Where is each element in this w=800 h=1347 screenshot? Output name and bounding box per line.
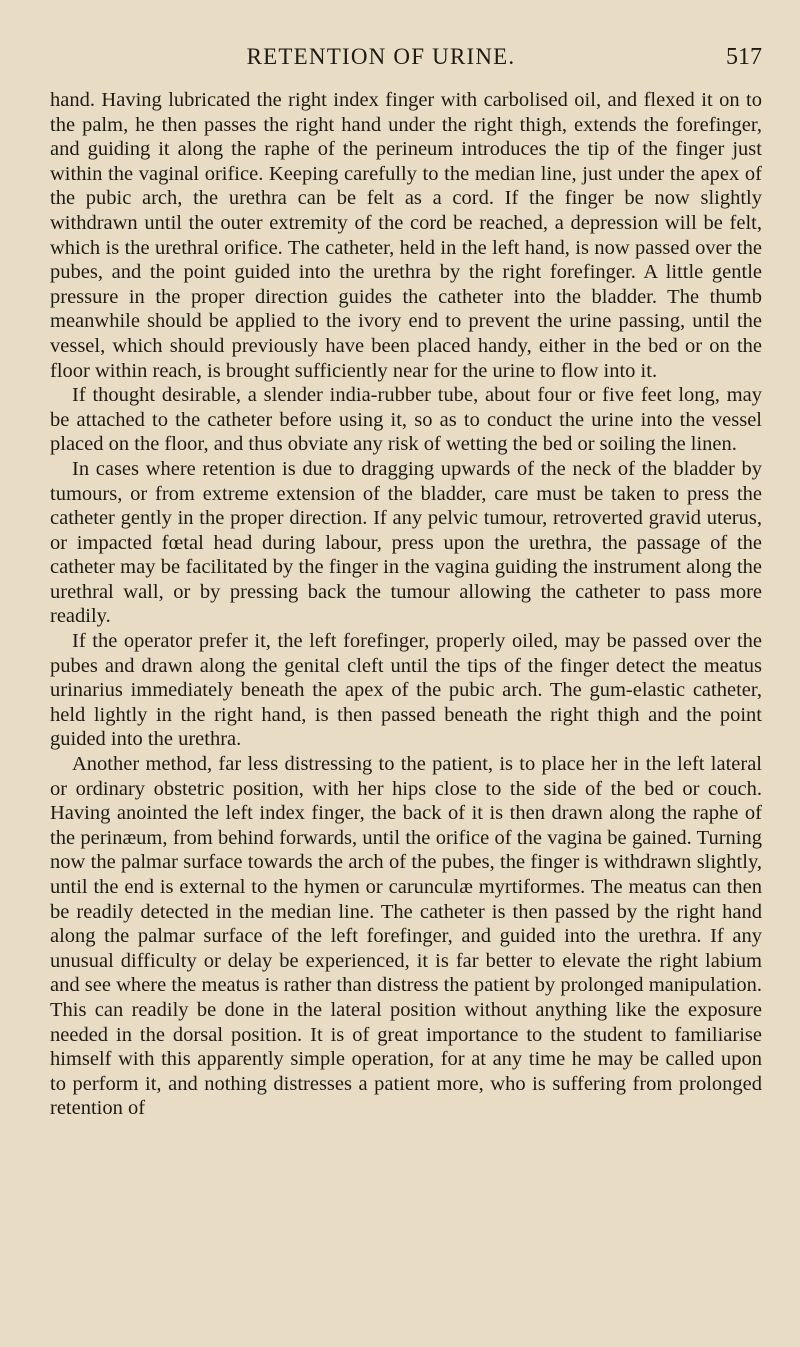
paragraph: If the operator prefer it, the left forefinger, properly oiled, may be passed over the pubes and drawn along the genital cleft until the tips of the finger detect the meatus urinarius immediately beneath the apex of the pubic arch. The gum-elastic catheter, held lightly in the right hand, is then passed beneath the right thigh and the point guided into the urethra. [50,630,762,751]
paragraph-continued: hand. Having lubricated the right index finger with carbolised oil, and flexed it on to the palm, he then passes the right hand under the right thigh, extends the forefinger, and guiding it along the raphe of the perineum introduces the tip of the finger just within the vaginal orifice. Keeping carefully to the median line, just under the apex of the pubic arch, the urethra can be felt as a cord. If the finger be now slightly withdrawn until the outer extremity of the cord be reached, a depression will be felt, which is the urethral orifice. The catheter, held in the left hand, is now passed over the pubes, and the point guided into the urethra by the right forefinger. A little gentle pressure in the proper direction guides the catheter into the bladder. The thumb meanwhile should be applied to the ivory end to prevent the urine passing, until the vessel, which should previously have been placed handy, either in the bed or on the floor within reach, is brought sufficiently near for the urine to flow into it. [50,89,762,382]
running-head [0,44,762,76]
paragraph: Another method, far less distressing to the patient, is to place her in the left lateral or ordinary obstetric position, with her hips close to the side of the bed or couch. Having anointed the left index finger, the back of it is then drawn along the raphe of the perinæum, from behind forwards, until the orifice of the vagina be gained. Turning now the palmar surface towards the arch of the pubes, the finger is withdrawn slightly, until the end is external to the hymen or carunculæ myrtiformes. The meatus can then be readily detected in the median line. The catheter is then passed by the right hand along the palmar surface of the left forefinger, and guided into the urethra. If any unusual difficulty or delay be experienced, it is far better to elevate the right labium and see where the meatus is rather than distress the patient by prolonged manipulation. This can readily be done in the lateral position without anything like the exposure needed in the dorsal position. It is of great importance to the student to familiarise himself with this apparently simple operation, for at any time he may be called upon to perform it, and nothing distresses a patient more, who is suffering from prolonged retention of [50,753,762,1120]
paragraph: In cases where retention is due to dragging upwards of the neck of the bladder by tumours, or from extreme extension of the bladder, care must be taken to press the catheter gently in the proper direction. If any pelvic tumour, retroverted gravid uterus, or impacted fœtal head during labour, press upon the urethra, the passage of the catheter may be facilitated by the finger in the vagina guiding the instrument along the urethral wall, or by pressing back the tumour allowing the catheter to pass more readily. [50,457,762,628]
paragraph: If thought desirable, a slender india-rubber tube, about four or five feet long, may be attached to the catheter before using it, so as to conduct the urine into the vessel placed on the floor, and thus obviate any risk of wetting the bed or soiling the linen. [50,384,762,456]
body-text [50,88,762,1121]
running-title: RETENTION OF URINE. [246,44,516,69]
page-number: 517 [726,44,762,70]
